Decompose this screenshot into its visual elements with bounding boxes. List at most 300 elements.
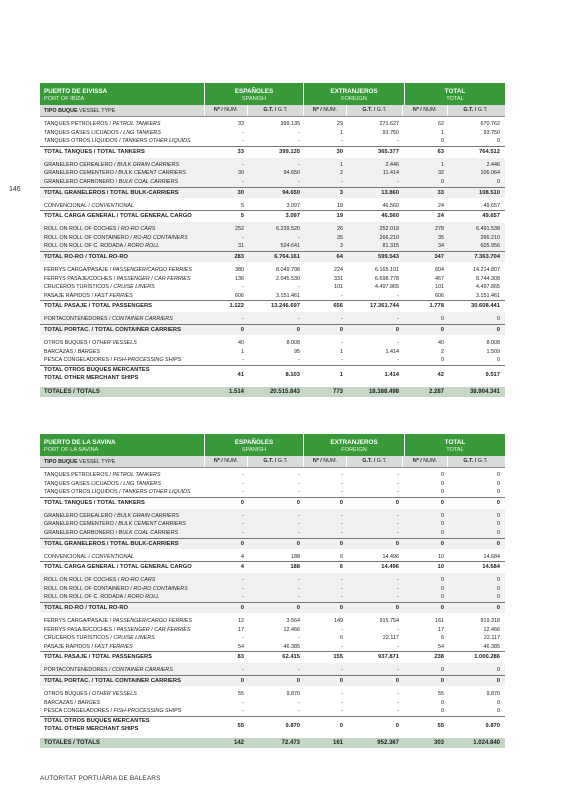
table-cell: - [341,577,343,584]
row-label [40,129,204,138]
row-label [40,356,204,365]
table-cell: 6 [340,553,343,560]
table-cell: - [397,643,399,650]
col-label-es: Nº / [213,107,225,113]
table-cell: - [242,316,244,323]
col-label-es: G.T. / [362,107,377,113]
table-cell: - [298,472,300,478]
vessel-type-es: TIPO BUQUE [44,458,78,465]
table-cell: - [242,129,244,136]
table-cell: 3.151.461 [276,292,300,299]
table-row [40,690,505,699]
num-column-header [204,105,247,116]
table-cell: 271.627 [379,121,399,127]
row-group [40,222,505,262]
subtotal-cell: 0 [339,326,343,333]
row-label [40,225,204,234]
subtotal-label-line: TOTAL OTROS BUQUES MERCANTES [44,717,150,724]
row-label-es: ROLL ON ROLL OF C. RODADA / [44,243,128,250]
row-label-es: CONVENCIONAL / [44,202,92,209]
table-cell: 266.210 [379,234,399,241]
subtotal-cell: 0 [440,540,444,547]
table-cell: 0 [441,521,444,528]
col-label-en: G.T. [376,107,387,113]
grand-total-cell: 38.904.341 [469,388,500,395]
grand-total-label: TOTALES / TOTALS [44,388,100,395]
table-cell: 2.446 [486,161,500,168]
subtotal-cell: 0 [496,540,500,547]
row-label-en: BULK CEMENT CARRIERS [118,170,186,177]
row-label-es: ROLL ON ROLL OF CONTAINERO / [44,234,134,241]
table-cell: - [298,577,300,584]
table-cell: 2 [441,348,444,355]
subtotal-cell: 9.870 [485,722,500,729]
row-label-es: ROLL ON ROLL OF CONTAINERO / [44,585,134,592]
subtotal-label [40,366,204,384]
subtotal-cell: 55 [437,722,444,729]
table-cell: 1 [441,161,444,168]
table-cell: 4.497.865 [375,284,399,291]
subtotal-cell: 55 [237,722,244,729]
table-cell: - [397,316,399,323]
table-row [40,129,505,138]
subtotal-cell: 0 [496,677,500,684]
subtotal-cell: 64 [336,253,343,260]
table-cell: 467 [435,275,444,282]
table-cell: 32 [438,170,444,177]
table-cell: 4.497.865 [476,284,500,291]
table-cell: 8.744.308 [476,275,500,282]
table-row [40,234,505,243]
table-cell: - [397,178,399,185]
table-cell: - [341,521,343,528]
table-cell: 35 [337,234,343,241]
subtotal-row [40,675,505,686]
table-cell: 46.385 [283,643,300,650]
subtotal-cell: 9.517 [485,371,500,378]
table-cell: - [397,667,399,674]
subtotal-label-line: TOTAL PASAJE / TOTAL PASSENGERS [44,654,153,661]
row-group [40,573,505,613]
subtotal-cell: 0 [339,677,343,684]
table-cell: - [242,708,244,715]
subtotal-row [40,251,505,262]
subtotal-label-line: TOTAL RO-RO / TOTAL RO-RO [44,604,129,611]
subtotal-cell: 0 [395,604,399,611]
table-cell: 101 [334,284,343,291]
table-cell: 524.641 [280,243,300,250]
row-label-es: GRANELERO CARBONERO / [44,529,119,536]
row-label-en: RORO ROLL [127,594,160,601]
table-cell: - [397,480,399,487]
table-cell: 0 [497,512,500,519]
row-group [40,687,505,735]
table-cell: 0 [441,472,444,478]
table-cell: 10 [438,553,444,560]
table-cell: 11.414 [382,170,399,177]
table-cell: 1 [340,348,343,355]
row-label [40,593,204,602]
table-cell: - [341,585,343,592]
subtotal-label-line: TOTAL TANQUES / TOTAL TANKERS [44,499,145,506]
subtotal-label [40,301,204,311]
table-cell: - [242,635,244,642]
row-label [40,202,204,211]
row-label-en: BULK COAL CARRIERS [118,529,179,536]
subtotal-label-line: TOTAL RO-RO / TOTAL RO-RO [44,253,129,260]
subtotal-cell: 0 [440,326,444,333]
row-label [40,242,204,251]
row-label-en: BARGES [77,348,101,355]
subtotal-cell: 0 [240,326,244,333]
row-label-es: BARCAZAS / [44,348,78,355]
table-cell: 266.210 [480,234,500,241]
row-label-es: GRANELERO CEMENTERO / [44,170,119,177]
table-cell: 380 [235,266,244,273]
table-row [40,512,505,521]
subtotal-cell: 108.510 [479,189,500,196]
table-cell: - [341,512,343,519]
table-cell: 22.117 [382,635,399,642]
column-group-subtitle: FOREIGN [341,447,367,453]
table-cell: - [242,472,244,478]
table-cell: - [298,585,300,592]
table-cell: 2.446 [385,161,399,168]
row-label [40,707,204,716]
table-cell: 19 [337,202,343,209]
table-cell: - [298,480,300,487]
subtotal-label [40,147,204,157]
column-group-header [404,434,505,456]
column-group-title: ESPAÑOLES [234,439,274,446]
row-label [40,617,204,626]
table-cell: 0 [441,594,444,601]
table-cell: - [242,529,244,536]
table-cell: - [341,643,343,650]
subtotal-cell: 83 [237,654,244,661]
row-label-en: CONVENTIONAL [91,553,134,560]
subtotal-label-line: TOTAL PORTAC. / TOTAL CONTAINER CARRIERS [44,677,181,684]
row-group [40,199,505,222]
table-cell: 93.750 [483,129,500,136]
row-label [40,178,204,187]
subtotal-label [40,252,204,262]
table-row [40,356,505,365]
row-label-en: RO-RO CARS [120,226,156,233]
table-cell: 24 [438,202,444,209]
table-cell: 1 [441,129,444,136]
table-cell: - [397,472,399,478]
vessel-type-es: TIPO BUQUE [44,107,78,114]
table-row [40,699,505,708]
port-title-cell [40,434,204,456]
row-group [40,336,505,384]
subtotal-cell: 0 [296,540,300,547]
table-cell: - [242,594,244,601]
subtotal-cell: 0 [395,677,399,684]
row-label [40,266,204,275]
row-label-en: RO-RO CONTAINERS [133,585,188,592]
row-label-es: CRUCEROS TURÍSTICOS / [44,635,114,642]
subtotal-cell: 7.363.704 [474,253,500,260]
subtotal-cell: 0 [440,604,444,611]
row-label-en: TANKERS OTHER LIQUIDS [122,489,191,496]
table-cell: 31 [238,243,244,250]
table-cell: 106.064 [480,170,500,177]
page-number: 146 [9,186,21,193]
grand-total-row [40,387,505,397]
table-cell: 0 [441,585,444,592]
row-label [40,626,204,635]
column-group-subtitle: SPANISH [241,447,267,453]
table-row [40,283,505,292]
table-cell: 0 [497,521,500,528]
table-cell: 30 [238,170,244,177]
col-label-en: NUM. [323,458,338,464]
table-cell: - [397,529,399,536]
subtotal-row [40,561,505,572]
subtotal-cell: 0 [296,604,300,611]
subtotal-label [40,603,204,613]
row-label-en: RORO ROLL [127,243,160,250]
table-cell: 0 [497,357,500,364]
page-footer: AUTORITAT PORTUÀRIA DE BALEARS [40,775,161,782]
subtotal-cell: 62.415 [282,654,300,661]
subtotal-label [40,539,204,549]
table-row [40,617,505,626]
row-label-es: OTROS BUQUES / [44,690,92,697]
table-header [40,434,505,456]
row-label-es: OTROS BUQUES / [44,339,92,346]
row-label-en: CONVENTIONAL [91,202,134,209]
table-row [40,225,505,234]
table-cell: - [242,699,244,706]
table-cell: 6.165.101 [375,266,399,273]
table-cell: 0 [441,667,444,674]
row-group [40,468,505,508]
table-cell: - [341,699,343,706]
table-cell: 252.018 [379,226,399,233]
grand-total-cell: 20.515.843 [269,388,300,395]
port-subtitle: PORT OF LA SAVINA [44,447,99,453]
column-group-header [303,434,404,456]
table-cell: 606 [235,292,244,299]
subtotal-cell: 14.496 [381,564,399,571]
subtotal-label [40,211,204,221]
row-label-es: ROLL ON ROLL OF COCHES / [44,226,121,233]
table-cell: - [341,472,343,478]
table-cell: 0 [497,699,500,706]
table-cell: 331 [334,275,343,282]
subtotal-cell: 24 [437,213,444,220]
table-row [40,666,505,675]
row-label-es: ROLL ON ROLL OF COCHES / [44,577,121,584]
table-cell: 0 [441,529,444,536]
row-label-es: CONVENCIONAL / [44,553,92,560]
col-label-en: G.T. [376,458,387,464]
table-cell: 0 [497,138,500,145]
column-group-title: TOTAL [444,88,466,95]
table-cell: 12.466 [283,626,300,633]
table-cell: 0 [497,708,500,715]
table-cell: 0 [497,594,500,601]
table-cell: 670.762 [480,121,500,127]
table-port-of-la-savina [40,434,505,748]
row-label [40,161,204,170]
table-cell: - [341,339,343,346]
row-label-es: GRANELERO CEMENTERO / [44,521,119,528]
row-group [40,117,505,157]
table-cell: 149 [334,617,343,624]
table-cell: 81.315 [382,243,399,250]
subtotal-cell: 17.361.744 [369,303,399,310]
table-cell: 8.008 [486,339,500,346]
vessel-type-en: VESSEL TYPE [79,458,116,465]
subtotal-cell: 238 [434,654,444,661]
subtotal-cell: 937.871 [378,654,399,661]
subtotal-row [40,324,505,335]
row-label-es: FERRYS PASAJE/COCHES / [44,275,117,282]
row-group [40,263,505,311]
table-cell: - [298,138,300,145]
table-cell: 3.097 [286,202,300,209]
table-cell: 0 [497,472,500,478]
table-header [40,83,505,105]
table-cell: - [397,292,399,299]
table-cell: 0 [441,138,444,145]
subtotal-cell: 0 [496,326,500,333]
column-group-header [204,83,303,105]
subtotal-label [40,562,204,572]
row-group [40,614,505,662]
table-cell: - [298,161,300,168]
subtotal-label [40,652,204,662]
subtotal-cell: 46.560 [381,213,399,220]
table-cell: - [242,284,244,291]
table-cell: 12.466 [483,626,500,633]
col-label-es: Nº / [312,458,324,464]
col-label-es: G.T. / [463,107,478,113]
subtotal-label-line: TOTAL OTROS BUQUES MERCANTES [44,366,150,373]
subtotal-cell: 9.870 [285,722,300,729]
table-cell: 3.151.461 [476,292,500,299]
row-label [40,315,204,324]
table-cell: 0 [497,316,500,323]
table-cell: - [397,708,399,715]
row-label-en: PASSENGER/CARGO FERRIES [112,617,192,624]
grand-total-cell: 72.473 [281,739,300,746]
row-group [40,509,505,549]
table-cell: - [298,178,300,185]
row-label [40,576,204,585]
col-label-es: Nº / [312,107,324,113]
gt-column-header [346,456,402,467]
table-cell: 14.684 [483,553,500,560]
row-label-en: TANKERS OTHER LIQUIDS [122,138,191,145]
col-label-es: G.T. / [362,458,377,464]
table-cell: 14.214.807 [473,266,500,273]
col-label-es: G.T. / [463,458,478,464]
row-label-es: FERRYS PASAJE/COCHES / [44,626,117,633]
table-cell: 0 [497,585,500,592]
row-label [40,339,204,348]
subtotal-cell: 49.657 [482,213,500,220]
table-cell: 95 [294,348,300,355]
port-title: PUERTO DE EIVISSA [44,88,108,95]
subtotal-label [40,676,204,686]
subtotal-cell: 0 [296,499,300,506]
table-row [40,178,505,187]
table-cell: - [298,316,300,323]
col-label-en: NUM. [423,107,438,113]
row-label-en: RO-RO CONTAINERS [133,234,188,241]
table-cell: - [298,635,300,642]
row-label [40,275,204,284]
subtotal-cell: 0 [440,677,444,684]
column-group-subtitle: TOTAL [446,96,464,102]
row-label [40,512,204,521]
table-cell: - [242,138,244,145]
table-cell: - [341,529,343,536]
num-column-header [402,105,447,116]
table-cell: 161 [435,617,444,624]
row-label-es: TANQUES PETROLEROS / [44,121,113,127]
table-subheader [40,105,505,117]
table-cell: 0 [497,577,500,584]
table-cell: 12 [238,617,244,624]
col-label-en: NUM. [224,458,239,464]
table-port-of-ibiza [40,83,505,397]
row-label-es: FERRYS CARGA/PASAJE / [44,266,113,273]
port-subtitle: PORT OF IBIZA [44,96,85,102]
subtotal-row [40,146,505,157]
table-cell: 0 [441,708,444,715]
column-group-title: EXTRANJEROS [330,439,378,446]
row-label-es: PESCA CONGELADORES / [44,708,114,715]
subtotal-cell: 3.097 [285,213,300,220]
table-cell: - [298,489,300,496]
row-label-en: RO-RO CARS [120,577,156,584]
row-label [40,520,204,529]
subtotal-cell: 10 [437,564,444,571]
row-label-en: LNG TANKERS [123,129,161,136]
row-label [40,169,204,178]
table-cell: 2.045.530 [276,275,300,282]
column-group-subtitle: SPANISH [241,96,267,102]
subtotal-cell: 347 [434,253,444,260]
subtotal-label [40,717,204,735]
table-row [40,576,505,585]
table-cell: 29 [337,121,343,127]
table-cell: 40 [438,339,444,346]
subtotal-cell: 5 [240,213,244,220]
table-cell: 6.239.520 [276,226,300,233]
row-label-en: PASSENGER / CAR FERRIES [116,275,191,282]
table-cell: 22.117 [483,635,500,642]
table-cell: - [298,708,300,715]
table-cell: 62 [438,121,444,127]
row-label [40,488,204,497]
table-cell: - [341,178,343,185]
row-label-es: ROLL ON ROLL OF C. RODADA / [44,594,128,601]
subtotal-label-line: TOTAL PORTAC. / TOTAL CONTAINER CARRIERS [44,326,181,333]
row-label-es: PASAJE RÁPIDOS / [44,292,95,299]
subtotal-cell: 0 [496,604,500,611]
table-row [40,242,505,251]
table-cell: - [242,178,244,185]
row-label-en: FISH-PROCESSING SHIPS [113,708,182,715]
subtotal-cell: 30 [237,189,244,196]
